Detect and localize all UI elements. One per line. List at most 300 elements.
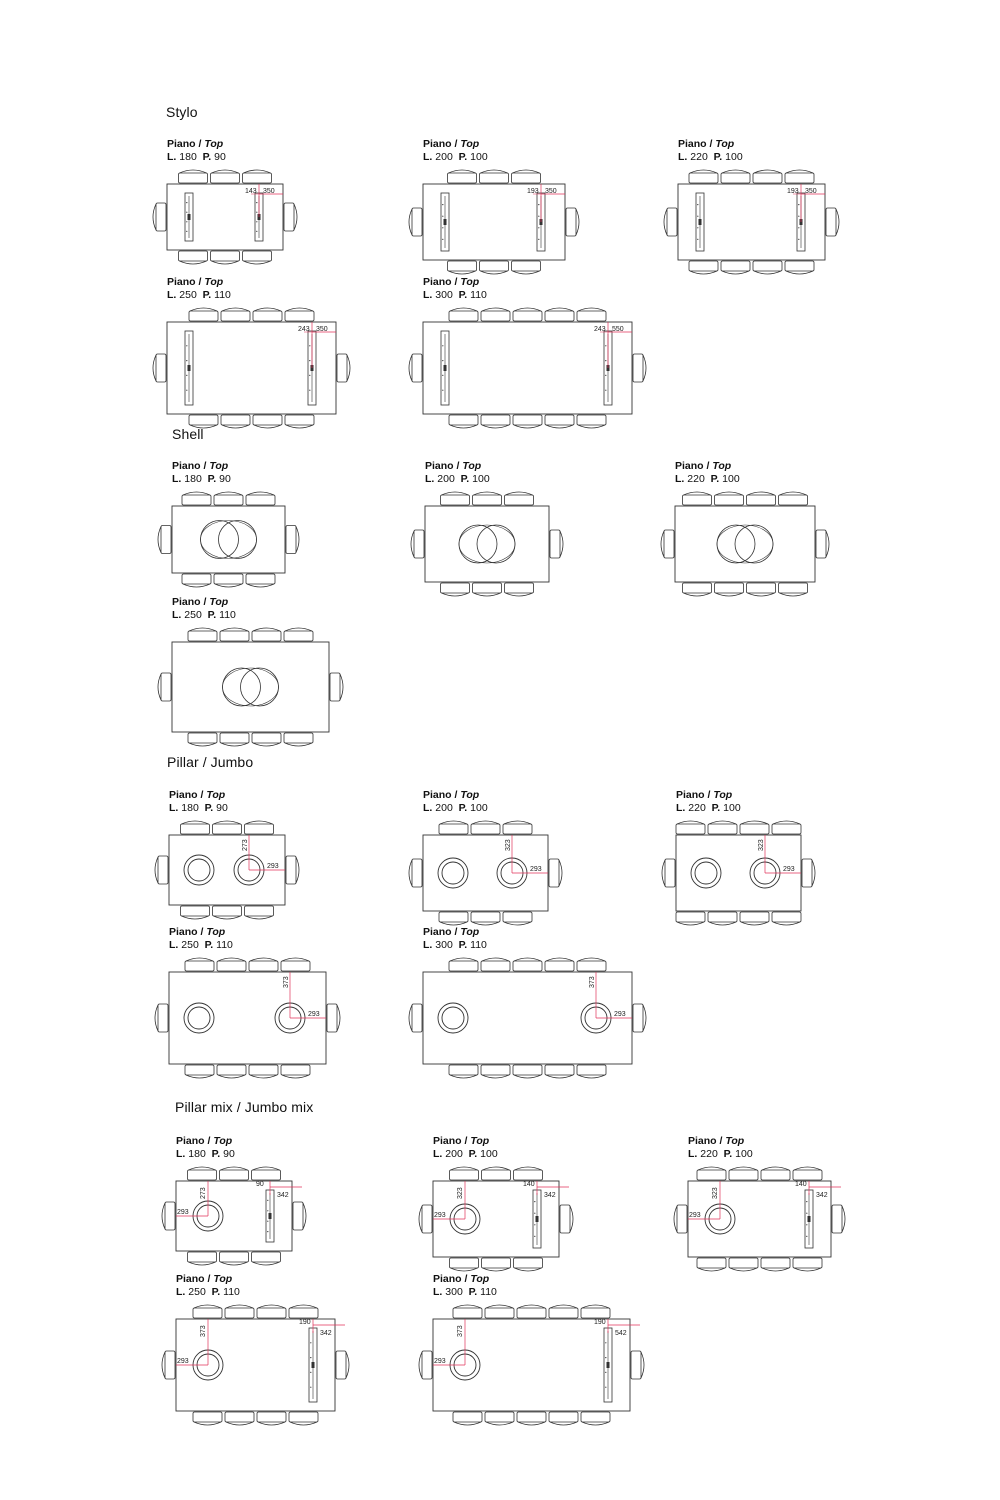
dimension-label-depth: 323 <box>457 1187 464 1199</box>
chair-bottom-seat <box>761 1258 790 1268</box>
chair-top-back <box>222 308 249 311</box>
chair-top-seat <box>473 495 502 505</box>
chair-top-back <box>189 628 216 631</box>
stylo-leg-dot <box>806 1236 807 1237</box>
depth-value: 90 <box>223 1148 235 1160</box>
chair-bottom-back <box>222 425 249 428</box>
chair-bottom-back <box>515 1268 542 1271</box>
table-layout-card <box>423 276 663 408</box>
depth-prefix: P. <box>202 151 212 163</box>
chair-bottom-back <box>748 593 775 596</box>
dimension-label-overhang: 293 <box>530 866 542 873</box>
chair-top-back <box>482 308 509 311</box>
chair-top-back <box>515 1167 542 1170</box>
chair-top-seat <box>217 961 246 971</box>
chair-bottom-back <box>451 1268 478 1271</box>
length-value: 180 <box>179 151 197 163</box>
chair-top-back <box>194 1305 221 1308</box>
chair-bottom-back <box>546 425 573 428</box>
depth-value: 100 <box>735 1148 753 1160</box>
stylo-leg-dot <box>310 1342 311 1343</box>
chair-left-seat <box>677 1205 687 1233</box>
chair-top-back <box>504 821 531 824</box>
chair-left-seat <box>156 354 166 382</box>
chair-bottom-seat <box>252 1252 281 1262</box>
table-layout-card <box>169 926 409 1058</box>
table-layout-card <box>172 460 412 592</box>
chair-top-seat <box>721 173 750 183</box>
chair-bottom-seat <box>513 415 542 425</box>
chair-right-seat <box>286 856 296 884</box>
stylo-leg-joint <box>312 1362 315 1368</box>
table-layout-card <box>176 1135 416 1267</box>
chair-top-seat <box>481 961 510 971</box>
chair-top-seat <box>676 824 705 834</box>
table-top <box>423 322 632 414</box>
chair-left-back <box>162 1352 165 1378</box>
top-label: Top <box>206 789 226 801</box>
chair-right-seat <box>284 203 294 231</box>
depth-value: 100 <box>470 802 488 814</box>
chair-bottom-seat <box>481 415 510 425</box>
length-prefix: L. <box>675 473 685 485</box>
chair-bottom-seat <box>471 912 500 922</box>
length-prefix: L. <box>172 473 182 485</box>
chair-bottom-back <box>578 425 605 428</box>
chair-bottom-seat <box>448 261 477 271</box>
table-plan-drawing <box>159 954 399 1064</box>
stylo-leg-dot <box>605 1372 606 1373</box>
piano-label: Piano <box>167 138 196 150</box>
dimension-label-overhang: 350 <box>263 188 275 195</box>
chair-left-seat <box>158 1004 168 1032</box>
chair-bottom-back <box>698 1268 725 1271</box>
table-size-label: Piano / Top L. 300 P. 110 <box>423 276 487 301</box>
depth-prefix: P. <box>458 939 468 951</box>
stylo-leg-joint <box>444 219 447 225</box>
chair-top-seat <box>188 1170 217 1180</box>
chair-right-back <box>576 209 579 235</box>
chair-bottom-back <box>741 922 768 925</box>
stylo-leg-joint <box>607 1362 610 1368</box>
chair-right-back <box>643 1005 646 1031</box>
dimension-label-overhang: 342 <box>816 1192 828 1199</box>
chair-left-seat <box>412 208 422 236</box>
chair-bottom-seat <box>485 1412 514 1422</box>
length-value: 250 <box>181 939 199 951</box>
chair-top-back <box>514 958 541 961</box>
stylo-leg-dot <box>186 345 187 346</box>
chair-right-back <box>346 1352 349 1378</box>
chair-top-seat <box>577 961 606 971</box>
table-plan-drawing <box>413 817 653 927</box>
chair-top-back <box>506 492 533 495</box>
chair-top-seat <box>485 1308 514 1318</box>
chair-left-seat <box>412 859 422 887</box>
chair-bottom-back <box>780 593 807 596</box>
chair-bottom-back <box>253 1262 280 1265</box>
chair-top-back <box>546 958 573 961</box>
stylo-leg-dot <box>186 202 187 203</box>
chair-bottom-back <box>246 916 273 919</box>
depth-value: 100 <box>723 802 741 814</box>
chair-right-back <box>836 209 839 235</box>
chair-left-back <box>409 355 412 381</box>
depth-prefix: P. <box>713 151 723 163</box>
dimension-label-leg: 190 <box>594 1319 606 1326</box>
table-size-label: Piano / Top L. 250 P. 110 <box>176 1273 240 1298</box>
chair-top-seat <box>449 961 478 971</box>
chair-bottom-back <box>189 743 216 746</box>
chair-right-seat <box>802 859 812 887</box>
chair-right-back <box>570 1206 573 1232</box>
piano-label: Piano <box>172 460 201 472</box>
chair-top-seat <box>689 173 718 183</box>
chair-bottom-seat <box>577 1065 606 1075</box>
piano-label: Piano <box>676 789 705 801</box>
chair-left-seat <box>422 1205 432 1233</box>
top-label: Top <box>712 460 732 472</box>
dimension-label-depth: 373 <box>589 976 596 988</box>
chair-top-seat <box>252 631 281 641</box>
length-prefix: L. <box>433 1286 443 1298</box>
chair-bottom-back <box>786 271 813 274</box>
chair-bottom-back <box>442 593 469 596</box>
chair-right-back <box>340 674 343 700</box>
chair-bottom-seat <box>577 415 606 425</box>
chair-top-seat <box>581 1308 610 1318</box>
piano-label: Piano <box>675 460 704 472</box>
chair-bottom-seat <box>772 912 801 922</box>
chair-left-back <box>162 1203 165 1229</box>
dimension-label-depth: 243 <box>298 326 310 333</box>
depth-value: 90 <box>219 473 231 485</box>
depth-value: 100 <box>725 151 743 163</box>
chair-bottom-seat <box>211 251 240 261</box>
chair-bottom-back <box>722 271 749 274</box>
depth-value: 110 <box>470 289 487 301</box>
chair-bottom-seat <box>449 415 478 425</box>
length-prefix: L. <box>423 289 433 301</box>
table-size-label: Piano / Top L. 250 P. 110 <box>172 596 236 621</box>
chair-left-back <box>664 209 667 235</box>
stylo-leg-dot <box>806 1213 807 1214</box>
length-value: 180 <box>184 473 202 485</box>
top-label: Top <box>460 926 480 938</box>
chair-top-back <box>189 1167 216 1170</box>
chair-top-seat <box>220 631 249 641</box>
chair-bottom-back <box>454 1422 481 1425</box>
chair-bottom-seat <box>697 1258 726 1268</box>
chair-top-back <box>550 1305 577 1308</box>
section-title: Shell <box>172 426 204 442</box>
table-top <box>172 506 285 573</box>
chair-bottom-seat <box>779 583 808 593</box>
dimension-label-depth: 373 <box>283 976 290 988</box>
table-layout-card <box>172 596 412 728</box>
piano-label: Piano <box>176 1273 205 1285</box>
stylo-leg-dot <box>267 1200 268 1201</box>
top-label: Top <box>213 1273 233 1285</box>
chair-right-back <box>303 1203 306 1229</box>
chair-bottom-seat <box>513 1065 542 1075</box>
chair-right-seat <box>550 530 560 558</box>
stylo-leg-dot <box>605 1357 606 1358</box>
stylo-leg-dot <box>267 1210 268 1211</box>
chair-top-back <box>486 1305 513 1308</box>
table-plan-drawing <box>666 817 906 927</box>
stylo-leg-dot <box>798 227 799 228</box>
stylo-leg-dot <box>186 360 187 361</box>
stylo-leg-dot <box>256 212 257 213</box>
chair-left-seat <box>667 208 677 236</box>
chair-top-back <box>709 821 736 824</box>
top-label: Top <box>460 789 480 801</box>
table-layout-card <box>167 276 407 408</box>
chair-bottom-back <box>690 271 717 274</box>
depth-prefix: P. <box>204 939 214 951</box>
table-size-label: Piano / Top L. 200 P. 100 <box>433 1135 498 1160</box>
chair-top-back <box>253 628 280 631</box>
chair-right-back <box>296 527 299 553</box>
dimension-label-overhang: 293 <box>267 863 279 870</box>
table-size-label: Piano / Top L. 220 P. 100 <box>678 138 743 163</box>
chair-top-seat <box>185 961 214 971</box>
length-value: 200 <box>435 802 453 814</box>
chair-bottom-seat <box>453 1412 482 1422</box>
chair-bottom-seat <box>480 261 509 271</box>
depth-prefix: P. <box>204 802 214 814</box>
length-value: 220 <box>690 151 708 163</box>
chair-top-seat <box>481 311 510 321</box>
stylo-leg-dot <box>534 1236 535 1237</box>
chair-left-seat <box>165 1202 175 1230</box>
chair-top-back <box>250 958 277 961</box>
chair-left-seat <box>161 526 171 554</box>
chair-bottom-seat <box>257 1412 286 1422</box>
chair-top-back <box>218 958 245 961</box>
chair-left-seat <box>158 856 168 884</box>
chair-left-seat <box>156 203 166 231</box>
table-size-label: Piano / Top L. 180 P. 90 <box>176 1135 235 1160</box>
chair-bottom-back <box>546 1075 573 1078</box>
chair-bottom-seat <box>281 1065 310 1075</box>
chair-right-seat <box>327 1004 337 1032</box>
chair-left-back <box>158 674 161 700</box>
chair-bottom-back <box>481 271 508 274</box>
chair-bottom-back <box>212 261 239 264</box>
chair-right-back <box>347 355 350 381</box>
chair-bottom-back <box>514 425 541 428</box>
chair-bottom-back <box>483 1268 510 1271</box>
table-layout-card <box>688 1135 928 1267</box>
stylo-leg-joint <box>699 219 702 225</box>
chair-bottom-seat <box>221 415 250 425</box>
dimension-label-depth: 193 <box>787 188 799 195</box>
chair-top-seat <box>513 961 542 971</box>
chair-bottom-seat <box>220 1252 249 1262</box>
stylo-leg-dot <box>309 360 310 361</box>
chair-bottom-seat <box>252 733 281 743</box>
chair-bottom-back <box>474 593 501 596</box>
length-value: 300 <box>445 1286 463 1298</box>
chair-top-seat <box>221 311 250 321</box>
chair-top-back <box>786 170 813 173</box>
chair-bottom-seat <box>225 1412 254 1422</box>
chair-top-seat <box>683 495 712 505</box>
chair-top-back <box>182 821 209 824</box>
chair-top-seat <box>708 824 737 834</box>
chair-top-seat <box>512 173 541 183</box>
piano-label: Piano <box>169 926 198 938</box>
length-value: 250 <box>184 609 202 621</box>
chair-bottom-seat <box>188 1252 217 1262</box>
stylo-leg-dot <box>605 390 606 391</box>
top-label: Top <box>462 460 482 472</box>
chair-top-seat <box>715 495 744 505</box>
chair-bottom-back <box>221 1262 248 1265</box>
chair-top-seat <box>448 173 477 183</box>
stylo-leg-joint <box>188 214 191 220</box>
table-size-label: Piano / Top L. 200 P. 100 <box>423 138 488 163</box>
dimension-label-overhang: 342 <box>544 1192 556 1199</box>
stylo-leg-dot <box>309 390 310 391</box>
length-value: 300 <box>435 289 453 301</box>
chair-bottom-back <box>290 1422 317 1425</box>
top-label: Top <box>460 276 480 288</box>
chair-top-seat <box>245 824 274 834</box>
chair-bottom-seat <box>505 583 534 593</box>
chair-bottom-seat <box>217 1065 246 1075</box>
chair-top-seat <box>514 1170 543 1180</box>
chair-right-back <box>641 1352 644 1378</box>
stylo-leg-dot <box>186 390 187 391</box>
chair-right-back <box>643 355 646 381</box>
table-layout-card <box>433 1273 673 1405</box>
chair-top-seat <box>284 631 313 641</box>
chair-bottom-seat <box>450 1258 479 1268</box>
chair-bottom-seat <box>181 906 210 916</box>
chair-top-back <box>190 308 217 311</box>
chair-top-seat <box>779 495 808 505</box>
depth-value: 110 <box>214 289 231 301</box>
stylo-leg-dot <box>442 239 443 240</box>
chair-top-back <box>578 308 605 311</box>
depth-prefix: P. <box>711 802 721 814</box>
chair-bottom-back <box>254 425 281 428</box>
chair-top-seat <box>285 311 314 321</box>
dimension-label-overhang: 293 <box>689 1212 701 1219</box>
chair-top-back <box>253 1167 280 1170</box>
chair-top-seat <box>225 1308 254 1318</box>
chair-top-seat <box>471 824 500 834</box>
table-plan-drawing <box>413 166 653 276</box>
chair-left-seat <box>664 530 674 558</box>
chair-top-back <box>212 170 239 173</box>
top-label: Top <box>213 1135 233 1147</box>
length-value: 220 <box>687 473 705 485</box>
chair-bottom-back <box>514 1075 541 1078</box>
chair-bottom-seat <box>549 1412 578 1422</box>
chair-top-back <box>741 821 768 824</box>
chair-top-seat <box>503 824 532 834</box>
depth-prefix: P. <box>458 151 468 163</box>
table-size-label: Piano / Top L. 250 P. 110 <box>169 926 233 951</box>
chair-top-back <box>221 628 248 631</box>
chair-left-back <box>409 209 412 235</box>
chair-left-back <box>409 1005 412 1031</box>
chair-bottom-seat <box>517 1412 546 1422</box>
chair-top-back <box>180 170 207 173</box>
chair-bottom-back <box>282 1075 309 1078</box>
chair-top-back <box>186 958 213 961</box>
depth-value: 100 <box>470 151 488 163</box>
dimension-label-depth: 323 <box>758 839 765 851</box>
chair-right-back <box>296 857 299 883</box>
dimension-label-overhang: 350 <box>805 188 817 195</box>
table-layout-card <box>433 1135 673 1267</box>
chair-bottom-seat <box>449 1065 478 1075</box>
stylo-leg-joint <box>536 1216 539 1222</box>
chair-top-back <box>748 492 775 495</box>
chair-top-back <box>546 308 573 311</box>
stylo-leg-dot <box>538 216 539 217</box>
chair-top-back <box>215 492 242 495</box>
chair-bottom-seat <box>708 912 737 922</box>
chair-bottom-back <box>182 916 209 919</box>
chair-bottom-seat <box>249 1065 278 1075</box>
piano-label: Piano <box>423 276 452 288</box>
piano-label: Piano <box>172 596 201 608</box>
stylo-leg-dot <box>309 345 310 346</box>
chair-top-seat <box>577 311 606 321</box>
chair-top-back <box>290 1305 317 1308</box>
dimension-label-overhang: 542 <box>615 1330 627 1337</box>
depth-prefix: P. <box>723 1148 733 1160</box>
depth-prefix: P. <box>207 473 217 485</box>
length-prefix: L. <box>169 802 179 814</box>
chair-bottom-seat <box>740 912 769 922</box>
stylo-leg-dot <box>310 1387 311 1388</box>
chair-top-seat <box>740 824 769 834</box>
table-layout-card <box>167 138 407 270</box>
depth-value: 100 <box>472 473 490 485</box>
chair-bottom-seat <box>246 574 275 584</box>
chair-bottom-seat <box>285 415 314 425</box>
chair-top-back <box>472 821 499 824</box>
dimension-label-overhang: 342 <box>277 1192 289 1199</box>
stylo-leg-dot <box>186 212 187 213</box>
chair-left-seat <box>422 1351 432 1379</box>
dimension-label-leg: 140 <box>523 1181 535 1188</box>
chair-top-back <box>578 958 605 961</box>
stylo-leg-dot <box>538 227 539 228</box>
dimension-label-depth: 193 <box>527 188 539 195</box>
chair-right-back <box>559 860 562 886</box>
stylo-leg-joint <box>444 365 447 371</box>
chair-right-seat <box>337 354 347 382</box>
chair-bottom-back <box>189 1262 216 1265</box>
chair-left-back <box>419 1352 422 1378</box>
chair-bottom-seat <box>753 261 782 271</box>
table-size-label: Piano / Top L. 200 P. 100 <box>425 460 490 485</box>
piano-label: Piano <box>167 276 196 288</box>
chair-bottom-seat <box>214 574 243 584</box>
chair-top-seat <box>697 1170 726 1180</box>
chair-right-back <box>294 204 297 230</box>
length-prefix: L. <box>423 151 433 163</box>
chair-top-seat <box>252 1170 281 1180</box>
